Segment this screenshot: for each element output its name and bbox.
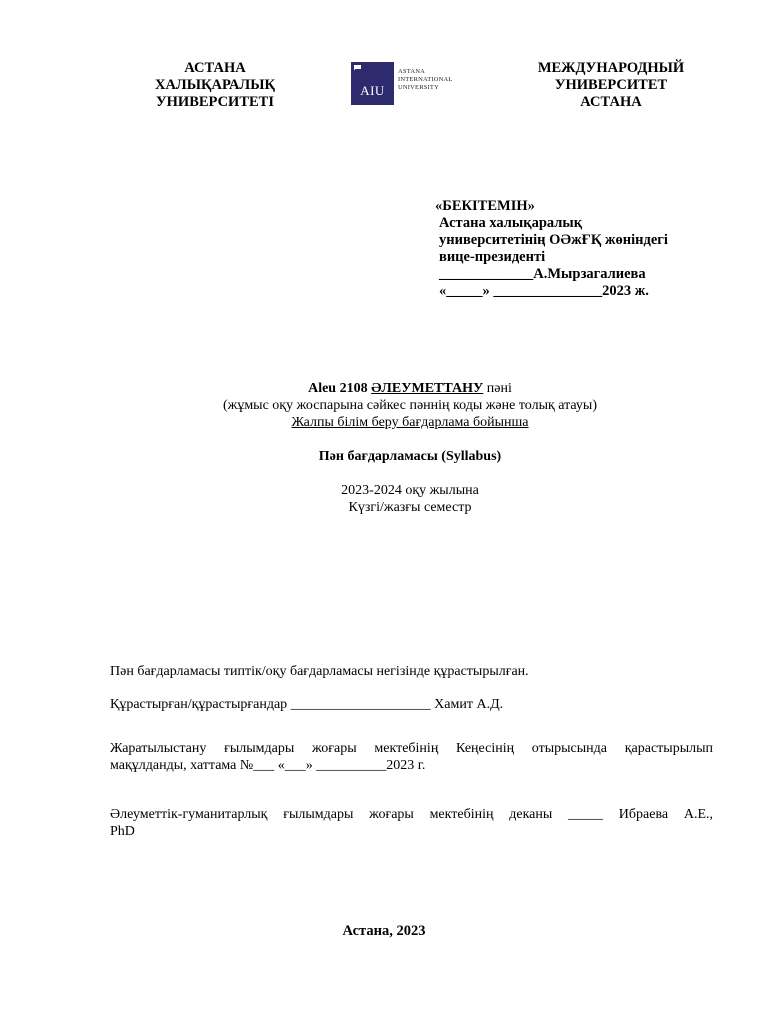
university-name-kazakh [130, 60, 300, 111]
header-right-line: МЕЖДУНАРОДНЫЙ [537, 60, 685, 76]
course-code-note: (жұмыс оқу жоспарына сәйкес пәннің коды және толық атауы) [222, 398, 597, 413]
logo-wordmark [398, 68, 483, 92]
flag-icon [354, 65, 362, 70]
approval-line: «_____» _______________2023 ж. [439, 283, 649, 299]
syllabus-title: Пән бағдарламасы (Syllabus) [318, 449, 502, 464]
dean-line: PhD [110, 824, 135, 839]
header-right-line: УНИВЕРСИТЕТ [554, 77, 668, 93]
course-name: ӘЛЕУМЕТТАНУ [371, 381, 484, 396]
approval-line: университетінің ОӘжҒҚ жөніндегі [439, 232, 668, 248]
course-name-suffix: пәні [483, 381, 512, 396]
course-title-block [150, 380, 670, 516]
basis-statement: Пән бағдарламасы типтік/оқу бағдарламасы негізінде құрастырылған. [110, 664, 529, 679]
header-left-line: АСТАНА [184, 60, 246, 76]
compiled-by: Құрастырған/құрастырғандар ____________________ Хамит А.Д. [110, 697, 504, 712]
approval-line: Астана халықаралық [439, 215, 583, 231]
course-code: Aleu 2108 [308, 381, 372, 396]
logo-line: UNIVERSITY [398, 84, 439, 91]
university-logo [351, 62, 481, 106]
council-approval [110, 740, 713, 774]
approval-line: _____________А.Мырзагалиева [439, 266, 646, 282]
council-approval-line: мақұлданды, хаттама №___ «___» __________2023 г. [110, 758, 426, 773]
city-year: Астана, 2023 [342, 923, 426, 939]
course-program: Жалпы білім беру бағдарлама бойынша [291, 415, 529, 430]
course-title [150, 380, 670, 397]
semester: Күзгі/жазғы семестр [348, 500, 472, 515]
university-name-russian [520, 60, 702, 111]
approval-line: вице-президенті [439, 249, 546, 265]
header-left-line: УНИВЕРСИТЕТІ [156, 94, 274, 110]
header-right-line: АСТАНА [580, 94, 642, 110]
logo-mark [351, 62, 394, 105]
academic-year: 2023-2024 оқу жылына [341, 483, 479, 498]
dean-line: Әлеуметтік-гуманитарлық ғылымдары жоғары мектебінің деканы _____ Ибраева А.Е., [110, 807, 713, 822]
approval-line: «БЕКІТЕМІН» [435, 198, 535, 214]
dean-signature [110, 806, 713, 840]
logo-line: ASTANA [398, 68, 426, 75]
logo-line: INTERNATIONAL [398, 76, 453, 83]
approval-block [435, 198, 735, 300]
header-left-line: ХАЛЫҚАРАЛЫҚ [154, 77, 275, 93]
council-approval-line: Жаратылыстану ғылымдары жоғары мектебінің Кеңесінің отырысында қарастырылып [110, 741, 713, 756]
logo-mark-text: AIU [360, 83, 385, 98]
